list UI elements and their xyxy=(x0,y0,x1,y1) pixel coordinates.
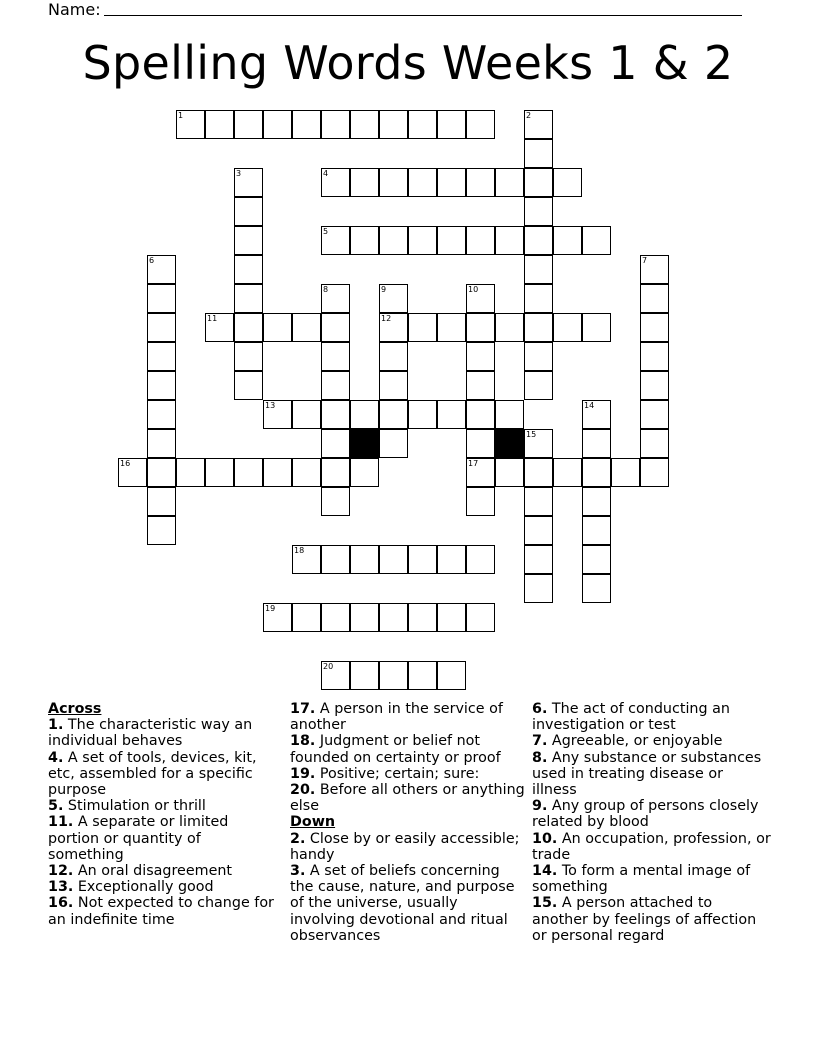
grid-cell[interactable] xyxy=(147,516,176,545)
clue-number-label: 19. xyxy=(290,765,316,782)
clue-number-label: 17. xyxy=(290,701,316,717)
clue-number-label: 20. xyxy=(290,782,316,799)
grid-cell[interactable] xyxy=(640,400,669,429)
clue-text: Not expected to change for an indefinite time xyxy=(48,895,274,928)
down-clue-list-continued xyxy=(532,701,772,944)
clue-text: An occupation, profession, or trade xyxy=(532,830,771,863)
clue-number: 9 xyxy=(381,285,387,294)
clue-text: The characteristic way an individual behaves xyxy=(48,717,253,750)
grid-cell[interactable] xyxy=(437,168,466,197)
grid-cell[interactable] xyxy=(582,313,611,342)
grid-cell[interactable] xyxy=(234,342,263,371)
grid-cell[interactable] xyxy=(147,371,176,400)
clue-text: Before all others or anything else xyxy=(290,782,525,815)
grid-cell[interactable] xyxy=(553,168,582,197)
clue xyxy=(290,831,526,863)
grid-cell[interactable] xyxy=(466,342,495,371)
grid-cell[interactable] xyxy=(379,313,408,342)
grid-cell[interactable] xyxy=(466,313,495,342)
clue xyxy=(532,701,772,733)
grid-cell[interactable] xyxy=(553,226,582,255)
grid-cell[interactable] xyxy=(495,313,524,342)
grid-cell[interactable] xyxy=(408,110,437,139)
name-write-line[interactable] xyxy=(104,15,742,16)
across-heading: Across xyxy=(48,701,102,717)
clue-number: 20 xyxy=(323,662,334,671)
clue-number-label: 18. xyxy=(290,733,316,750)
grid-cell[interactable] xyxy=(321,226,350,255)
grid-cell[interactable] xyxy=(524,139,553,168)
clue-number-label: 12. xyxy=(48,863,74,880)
grid-cell[interactable] xyxy=(147,313,176,342)
grid-cell[interactable] xyxy=(524,313,553,342)
clue-number: 11 xyxy=(207,314,218,323)
clue xyxy=(532,798,772,830)
grid-cell[interactable] xyxy=(437,400,466,429)
grid-cell[interactable] xyxy=(350,661,379,690)
grid-cell[interactable] xyxy=(321,168,350,197)
grid-cell[interactable] xyxy=(466,371,495,400)
grid-cell[interactable] xyxy=(437,661,466,690)
grid-cell[interactable] xyxy=(582,574,611,603)
grid-cell[interactable] xyxy=(408,545,437,574)
grid-cell[interactable] xyxy=(147,458,176,487)
clue-number: 16 xyxy=(120,459,131,468)
clue-number: 3 xyxy=(236,169,242,178)
grid-cell[interactable] xyxy=(234,255,263,284)
grid-cell[interactable] xyxy=(147,487,176,516)
grid-cell[interactable] xyxy=(582,516,611,545)
grid-cell[interactable] xyxy=(524,110,553,139)
grid-cell[interactable] xyxy=(640,284,669,313)
clue-number: 7 xyxy=(642,256,648,265)
grid-cell[interactable] xyxy=(379,400,408,429)
grid-cell[interactable] xyxy=(466,284,495,313)
grid-cell[interactable] xyxy=(524,458,553,487)
grid-cell[interactable] xyxy=(379,284,408,313)
clue xyxy=(48,895,280,927)
grid-cell[interactable] xyxy=(379,342,408,371)
clue xyxy=(48,798,280,814)
grid-cell[interactable] xyxy=(321,110,350,139)
clue-text: Stimulation or thrill xyxy=(63,798,206,815)
grid-cell[interactable] xyxy=(263,110,292,139)
clue-number: 13 xyxy=(265,401,276,410)
name-label: Name: xyxy=(48,0,101,19)
clue xyxy=(290,766,526,782)
grid-cell[interactable] xyxy=(379,429,408,458)
grid-cell[interactable] xyxy=(524,226,553,255)
grid-cell[interactable] xyxy=(321,429,350,458)
grid-cell[interactable] xyxy=(437,603,466,632)
clue-number: 10 xyxy=(468,285,479,294)
grid-cell[interactable] xyxy=(234,313,263,342)
page-title: Spelling Words Weeks 1 & 2 xyxy=(82,36,734,90)
clue-number-label: 11. xyxy=(48,814,74,831)
grid-cell[interactable] xyxy=(321,284,350,313)
grid-cell[interactable] xyxy=(640,371,669,400)
clue-text: A person in the service of another xyxy=(290,701,503,734)
grid-cell[interactable] xyxy=(321,487,350,516)
grid-cell[interactable] xyxy=(524,255,553,284)
grid-cell[interactable] xyxy=(350,458,379,487)
grid-cell[interactable] xyxy=(292,603,321,632)
grid-cell[interactable] xyxy=(321,342,350,371)
down-heading: Down xyxy=(290,814,336,831)
clue-text: A separate or limited portion or quantity of something xyxy=(48,814,229,863)
grid-cell[interactable] xyxy=(582,226,611,255)
black-cell xyxy=(495,429,524,458)
grid-cell[interactable] xyxy=(524,516,553,545)
grid-cell[interactable] xyxy=(640,429,669,458)
clue-number: 19 xyxy=(265,604,276,613)
grid-cell[interactable] xyxy=(234,226,263,255)
clue-number-label: 16. xyxy=(48,895,74,912)
grid-cell[interactable] xyxy=(408,400,437,429)
grid-cell[interactable] xyxy=(466,110,495,139)
clue xyxy=(290,733,526,765)
clue-number: 17 xyxy=(468,459,479,468)
clue-number-label: 2. xyxy=(290,830,306,847)
clue-text: A set of beliefs concerning the cause, nature, and purpose of the universe, usually involving devotional and ritual observances xyxy=(290,863,515,944)
clue-number-label: 8. xyxy=(532,749,548,766)
clue-number-label: 6. xyxy=(532,701,548,717)
grid-cell[interactable] xyxy=(466,458,495,487)
clue-text: Close by or easily accessible; handy xyxy=(290,830,520,863)
grid-cell[interactable] xyxy=(495,168,524,197)
clue xyxy=(48,717,280,749)
clue-text: Any substance or substances used in treating disease or illness xyxy=(532,749,762,799)
clues-column-2 xyxy=(290,701,526,944)
clue xyxy=(290,782,526,814)
grid-cell[interactable] xyxy=(437,110,466,139)
grid-cell[interactable] xyxy=(263,400,292,429)
grid-cell[interactable] xyxy=(640,255,669,284)
clue-number-label: 14. xyxy=(532,863,558,880)
clue-text: Positive; certain; sure: xyxy=(315,765,480,782)
clue-number: 8 xyxy=(323,285,329,294)
grid-cell[interactable] xyxy=(379,661,408,690)
grid-cell[interactable] xyxy=(176,110,205,139)
grid-cell[interactable] xyxy=(466,429,495,458)
clue-number: 1 xyxy=(178,111,184,120)
clues-column-1 xyxy=(48,701,280,928)
grid-cell[interactable] xyxy=(524,371,553,400)
grid-cell[interactable] xyxy=(408,313,437,342)
clue xyxy=(48,863,280,879)
grid-cell[interactable] xyxy=(321,458,350,487)
clue xyxy=(532,895,772,944)
clue xyxy=(532,750,772,799)
clue-number: 5 xyxy=(323,227,329,236)
clue-text: Agreeable, or enjoyable xyxy=(547,733,723,750)
clue-number: 4 xyxy=(323,169,329,178)
clue xyxy=(532,733,772,749)
clue-number-label: 15. xyxy=(532,895,558,912)
clue-text: A person attached to another by feelings of affection or personal regard xyxy=(532,895,757,944)
grid-cell[interactable] xyxy=(147,255,176,284)
grid-cell[interactable] xyxy=(292,400,321,429)
grid-cell[interactable] xyxy=(350,168,379,197)
clue-number-label: 10. xyxy=(532,830,558,847)
grid-cell[interactable] xyxy=(524,284,553,313)
grid-cell[interactable] xyxy=(234,458,263,487)
grid-cell[interactable] xyxy=(321,603,350,632)
grid-cell[interactable] xyxy=(379,226,408,255)
clue-text: Exceptionally good xyxy=(73,879,214,896)
clue-number-label: 4. xyxy=(48,749,64,766)
grid-cell[interactable] xyxy=(379,371,408,400)
grid-cell[interactable] xyxy=(234,284,263,313)
grid-cell[interactable] xyxy=(466,545,495,574)
grid-cell[interactable] xyxy=(263,603,292,632)
grid-cell[interactable] xyxy=(582,545,611,574)
clue-text: The act of conducting an investigation or test xyxy=(532,701,730,734)
clue-number: 15 xyxy=(526,430,537,439)
grid-cell[interactable] xyxy=(147,400,176,429)
clue-number: 18 xyxy=(294,546,305,555)
clue-number: 14 xyxy=(584,401,595,410)
grid-cell[interactable] xyxy=(292,313,321,342)
grid-cell[interactable] xyxy=(524,168,553,197)
clue-number-label: 3. xyxy=(290,863,306,880)
grid-cell[interactable] xyxy=(640,313,669,342)
grid-cell[interactable] xyxy=(176,458,205,487)
clue-number-label: 9. xyxy=(532,798,548,815)
clue-text: An oral disagreement xyxy=(73,863,233,880)
grid-cell[interactable] xyxy=(495,226,524,255)
grid-cell[interactable] xyxy=(321,313,350,342)
grid-cell[interactable] xyxy=(147,342,176,371)
grid-cell[interactable] xyxy=(234,110,263,139)
clue xyxy=(290,701,526,733)
clue-text: Judgment or belief not founded on certainty or proof xyxy=(290,733,501,766)
clue-number: 2 xyxy=(526,111,532,120)
grid-cell[interactable] xyxy=(466,226,495,255)
grid-cell[interactable] xyxy=(408,226,437,255)
grid-cell[interactable] xyxy=(205,458,234,487)
grid-cell[interactable] xyxy=(234,371,263,400)
grid-cell[interactable] xyxy=(553,458,582,487)
grid-cell[interactable] xyxy=(205,110,234,139)
grid-cell[interactable] xyxy=(350,400,379,429)
grid-cell[interactable] xyxy=(582,429,611,458)
grid-cell[interactable] xyxy=(524,487,553,516)
clue-text: A set of tools, devices, kit, etc, assembled for a specific purpose xyxy=(48,749,257,799)
grid-cell[interactable] xyxy=(553,313,582,342)
clue-text: To form a mental image of something xyxy=(532,863,751,896)
grid-cell[interactable] xyxy=(350,545,379,574)
clue xyxy=(290,863,526,944)
grid-cell[interactable] xyxy=(147,429,176,458)
grid-cell[interactable] xyxy=(437,545,466,574)
grid-cell[interactable] xyxy=(640,458,669,487)
clue-number: 6 xyxy=(149,256,155,265)
grid-cell[interactable] xyxy=(263,458,292,487)
clue-number-label: 5. xyxy=(48,798,64,815)
grid-cell[interactable] xyxy=(437,226,466,255)
grid-cell[interactable] xyxy=(321,545,350,574)
grid-cell[interactable] xyxy=(466,487,495,516)
across-clue-list-continued xyxy=(290,701,526,814)
grid-cell[interactable] xyxy=(118,458,147,487)
down-clue-list xyxy=(290,831,526,944)
grid-cell[interactable] xyxy=(379,545,408,574)
grid-cell[interactable] xyxy=(292,110,321,139)
grid-cell[interactable] xyxy=(466,603,495,632)
black-cell xyxy=(350,429,379,458)
grid-cell[interactable] xyxy=(408,661,437,690)
grid-cell[interactable] xyxy=(350,603,379,632)
grid-cell[interactable] xyxy=(350,110,379,139)
grid-cell[interactable] xyxy=(205,313,234,342)
clue-number-label: 7. xyxy=(532,733,548,750)
grid-cell[interactable] xyxy=(379,110,408,139)
grid-cell[interactable] xyxy=(292,458,321,487)
grid-cell[interactable] xyxy=(350,226,379,255)
grid-cell[interactable] xyxy=(524,429,553,458)
grid-cell[interactable] xyxy=(379,603,408,632)
clue xyxy=(48,750,280,799)
grid-cell[interactable] xyxy=(321,371,350,400)
clue xyxy=(532,831,772,863)
grid-cell[interactable] xyxy=(582,487,611,516)
clue xyxy=(48,814,280,863)
clue xyxy=(48,879,280,895)
grid-cell[interactable] xyxy=(321,400,350,429)
clue-number: 12 xyxy=(381,314,392,323)
grid-cell[interactable] xyxy=(524,342,553,371)
grid-cell[interactable] xyxy=(582,400,611,429)
across-clue-list xyxy=(48,717,280,928)
grid-cell[interactable] xyxy=(640,342,669,371)
grid-cell[interactable] xyxy=(437,313,466,342)
grid-cell[interactable] xyxy=(466,400,495,429)
grid-cell[interactable] xyxy=(495,458,524,487)
grid-cell[interactable] xyxy=(524,574,553,603)
grid-cell[interactable] xyxy=(234,197,263,226)
grid-cell[interactable] xyxy=(234,168,263,197)
clue-number-label: 1. xyxy=(48,717,64,734)
grid-cell[interactable] xyxy=(408,603,437,632)
grid-cell[interactable] xyxy=(611,458,640,487)
grid-cell[interactable] xyxy=(147,284,176,313)
grid-cell[interactable] xyxy=(379,168,408,197)
clues-column-3 xyxy=(532,701,772,944)
clue-text: Any group of persons closely related by blood xyxy=(532,798,759,831)
grid-cell[interactable] xyxy=(582,458,611,487)
grid-cell[interactable] xyxy=(408,168,437,197)
grid-cell[interactable] xyxy=(292,545,321,574)
grid-cell[interactable] xyxy=(466,168,495,197)
grid-cell[interactable] xyxy=(321,661,350,690)
grid-cell[interactable] xyxy=(524,197,553,226)
grid-cell[interactable] xyxy=(263,313,292,342)
grid-cell[interactable] xyxy=(495,400,524,429)
clue-number-label: 13. xyxy=(48,879,74,896)
grid-cell[interactable] xyxy=(524,545,553,574)
clue xyxy=(532,863,772,895)
